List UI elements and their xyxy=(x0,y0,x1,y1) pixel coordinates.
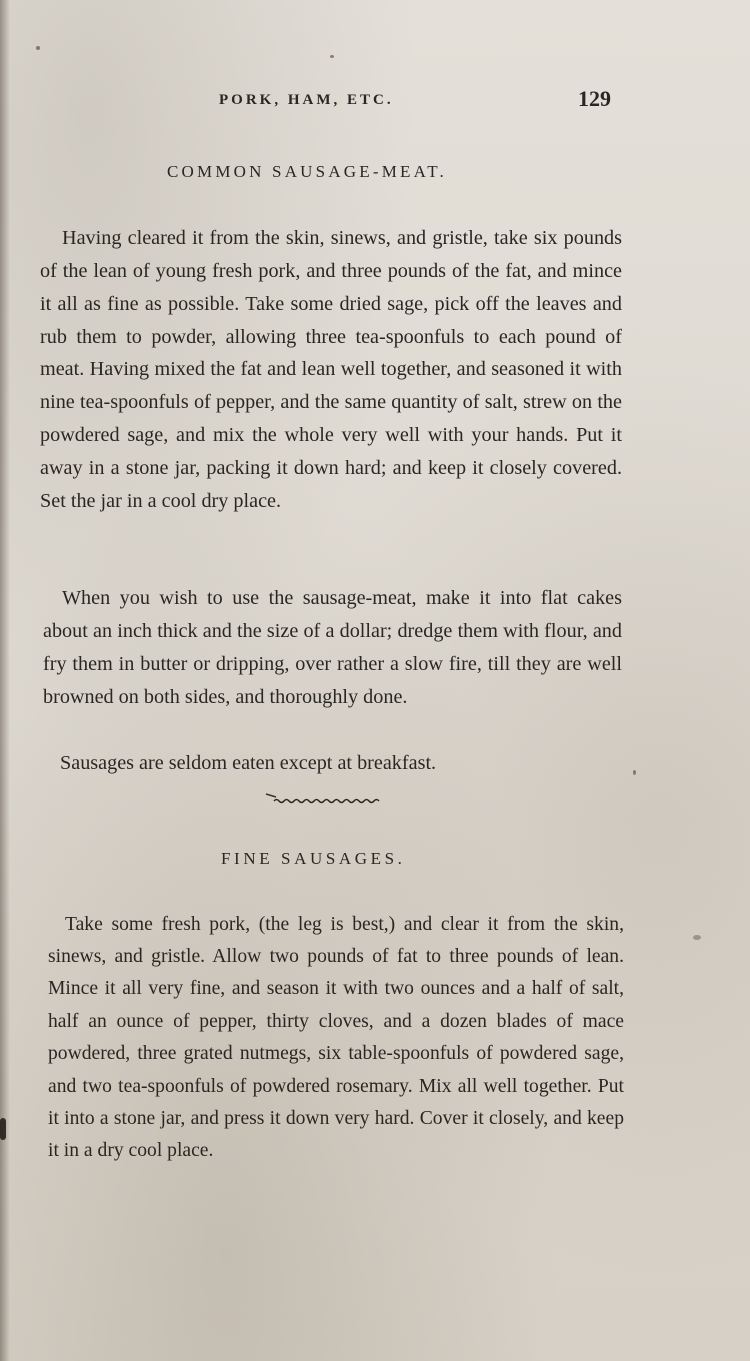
page-speck xyxy=(330,55,334,58)
page-number: 129 xyxy=(578,86,611,111)
paragraph-sausage-meat-method: Having cleared it from the skin, sinews, and gristle, take six pounds of the lean of young fresh pork, and three pounds of the fat, and mince it all as fine as possible. Take some dried sage, pick off the leaves and rub them to powder, allowing three tea-spoonfuls to each pound of meat. Having mixed the fat and lean well together, and seasoned it with nine tea-spoonfuls of pepper, and the same quantity of salt, strew on the powdered sage, and mix the whole very well with your hands. Put it away in a stone jar, packing it down hard; and keep it closely covered. Set the jar in a cool dry place. xyxy=(40,227,622,512)
page-speck xyxy=(36,46,40,50)
section-divider-ornament xyxy=(262,789,386,805)
page-speck xyxy=(0,1118,6,1140)
paragraph-fine-sausages-method: Take some fresh pork, (the leg is best,) and clear it from the skin, sinews, and gristle. Allow two pounds of fat to three pounds of lean. Mince it all very fine, and season it with two ounces and a half of salt, half an ounce of pepper, thirty cloves, and a dozen blades of mace powdered, three grated nutmegs, six table-spoonfuls of powdered sage, and two tea-spoonfuls of powdered rosemary. Mix all well together. Put it into a stone jar, and press it down very hard. Cover it closely, and keep it in a dry cool place. xyxy=(48,913,624,1162)
page-edge-shadow xyxy=(0,0,10,1361)
paragraph-sausage-meat-note: Sausages are seldom eaten except at breakfast. xyxy=(60,752,437,775)
page-speck xyxy=(693,935,701,940)
section-title-common-sausage-meat: COMMON SAUSAGE-MEAT. xyxy=(167,162,447,181)
running-head: PORK, HAM, ETC. xyxy=(219,92,394,108)
paragraph-sausage-meat-cooking: When you wish to use the sausage-meat, make it into flat cakes about an inch thick and the size of a dollar; dredge them with flour, and fry them in butter or dripping, over rather a slow fire, till they are well browned on both sides, and thoroughly done. xyxy=(43,587,622,708)
section-title-fine-sausages: FINE SAUSAGES. xyxy=(221,849,406,868)
page-speck xyxy=(633,770,636,775)
